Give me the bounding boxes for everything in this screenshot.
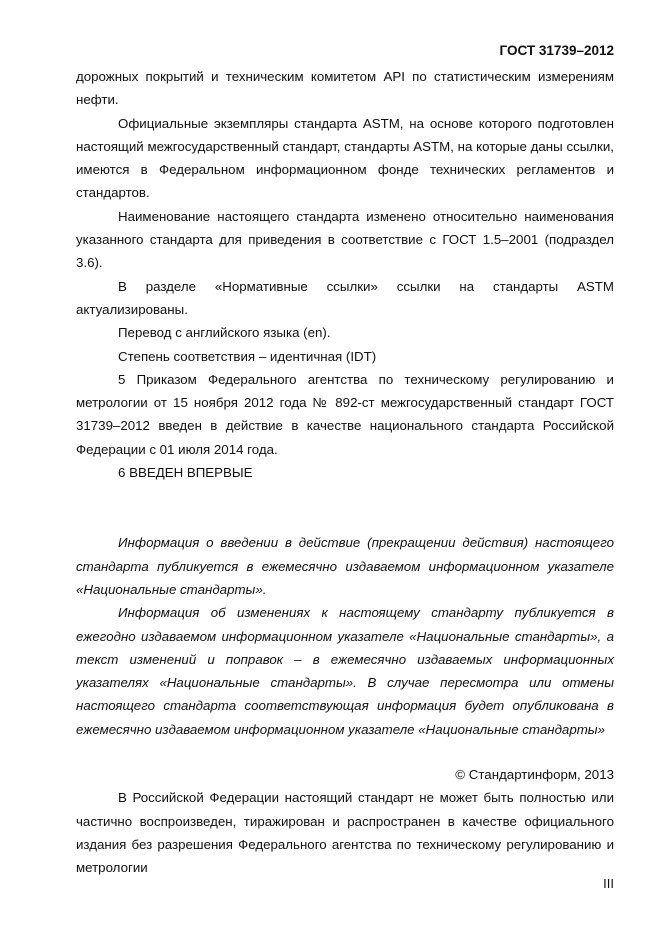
paragraph-name-change: Наименование настоящего стандарта изменено относительно наименования указанного стандарта для приведения в соответствие с ГОСТ 1.5–2001 (подраздел 3.6). (76, 208, 614, 271)
notice-introduction: Информация о введении в действие (прекращении действия) настоящего стандарта публикуется в ежемесячно издаваемом информационном указателе «Национальные стандарты». (76, 535, 614, 597)
rights-notice: В Российской Федерации настоящий стандарт не может быть полностью или частично воспроизведен, тиражирован и распространен в качестве официального издания без разрешения Федерального агентства по техническому регулированию и метрологии (76, 790, 614, 876)
copyright-line: © Стандартинформ, 2013 (455, 767, 614, 783)
page-number: III (603, 876, 614, 891)
paragraph-continuation: дорожных покрытий и техническим комитетом API по статистическим измерениям нефти. (76, 69, 614, 108)
paragraph-normative-refs: В разделе «Нормативные ссылки» ссылки на стандарты ASTM актуализированы. (76, 278, 614, 317)
notice-changes: Информация об изменениях к настоящему стандарту публикуется в ежегодно издаваемом информационном указателе «Национальные стандарты», а текст изменений и поправок – в ежемесячно издаваемых информационных указателях «Национальные стандарты». В случае пересмотра или отмены настоящего стандарта соответствующая информация будет опубликована в ежемесячно издаваемом информационном указателе «Национальные стандарты» (76, 605, 614, 737)
paragraph-conformity: Степень соответствия – идентичная (IDT) (118, 348, 377, 364)
document-code-header: ГОСТ 31739–2012 (499, 43, 614, 58)
paragraph-order: 5 Приказом Федерального агентства по техническому регулированию и метрологии от 15 ноября 2012 года № 892-ст межгосударственный стандарт ГОСТ 31739–2012 введен в действие в качестве национального стандарта Российской Федерации с 01 июля 2014 года. (76, 371, 614, 457)
paragraph-translation: Перевод с английского языка (en). (118, 325, 331, 341)
paragraph-introduced: 6 ВВЕДЕН ВПЕРВЫЕ (118, 465, 253, 481)
paragraph-astm-copies: Официальные экземпляры стандарта ASTM, на основе которого подготовлен настоящий межгосударственный стандарт, стандарты ASTM, на которые даны ссылки, имеются в Федеральном информационном фонде технических регламентов и стандартов. (76, 115, 614, 201)
page-body (76, 65, 614, 880)
